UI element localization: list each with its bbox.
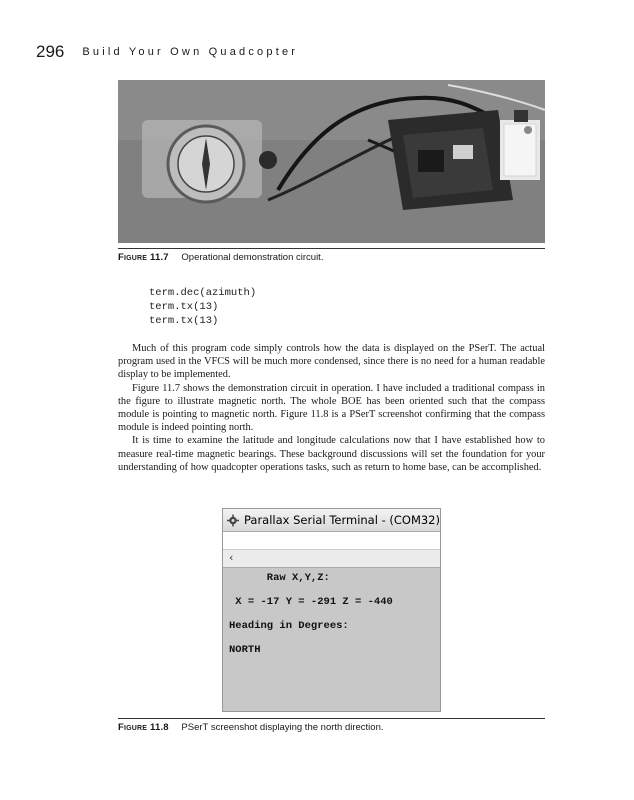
terminal-line [229, 584, 434, 596]
page-number: 296 [36, 42, 65, 61]
scroll-left-arrow-icon: ‹ [229, 551, 234, 564]
terminal-line: NORTH [229, 644, 261, 656]
terminal-output [223, 568, 440, 660]
demonstration-circuit-photo [118, 80, 545, 243]
code-block [149, 286, 256, 329]
paragraph: It is time to examine the latitude and longitude calculations now that I have established how to measure real-time magnetic bearings. These background discussions will set the foundation for your understanding of how quadcopter operations tasks, such as return to home base, can be accomplished. [118, 435, 545, 473]
terminal-input-area [223, 532, 440, 550]
terminal-title: Parallax Serial Terminal - (COM32) [243, 513, 440, 527]
code-line: term.dec(azimuth) [149, 287, 257, 299]
terminal-line: Raw X,Y,Z: [229, 572, 330, 584]
terminal-scrollbar [223, 550, 440, 568]
page-header [36, 42, 596, 62]
circuit-photo-illustration [118, 80, 545, 243]
running-title: Build Your Own Quadcopter [82, 46, 299, 58]
figure-caption [118, 722, 384, 733]
code-line: term.tx(13) [149, 301, 219, 314]
terminal-line [229, 608, 434, 620]
figure-label: Figure 11.8 [118, 722, 169, 733]
figure-caption-text: Operational demonstration circuit. [181, 252, 324, 263]
figure-rule [118, 248, 545, 249]
terminal-line: X = -17 Y = -291 Z = -440 [229, 596, 393, 608]
terminal-line: Heading in Degrees: [229, 620, 349, 632]
figure-caption-text: PSerT screenshot displaying the north direction. [181, 722, 384, 733]
figure-rule [118, 718, 545, 719]
pserT-screenshot [222, 508, 441, 712]
figure-label: Figure 11.7 [118, 252, 169, 263]
body-text [118, 342, 545, 474]
terminal-titlebar [223, 509, 440, 532]
gear-icon [227, 514, 239, 527]
terminal-line [229, 632, 434, 644]
code-line: term.tx(13) [149, 315, 219, 328]
paragraph: Figure 11.7 shows the demonstration circuit in operation. I have included a traditional compass in the figure to illustrate magnetic north. The whole BOE has been oriented such that the compass module is pointing to magnetic north. Figure 11.8 is a PSerT screenshot confirming that the compass module is indeed pointing north. [118, 382, 545, 434]
paragraph: Much of this program code simply controls how the data is displayed on the PSerT. The actual program used in the VFCS will be much more condensed, since there is no need for a human readable display to be implemented. [118, 343, 545, 381]
figure-caption [118, 252, 323, 263]
